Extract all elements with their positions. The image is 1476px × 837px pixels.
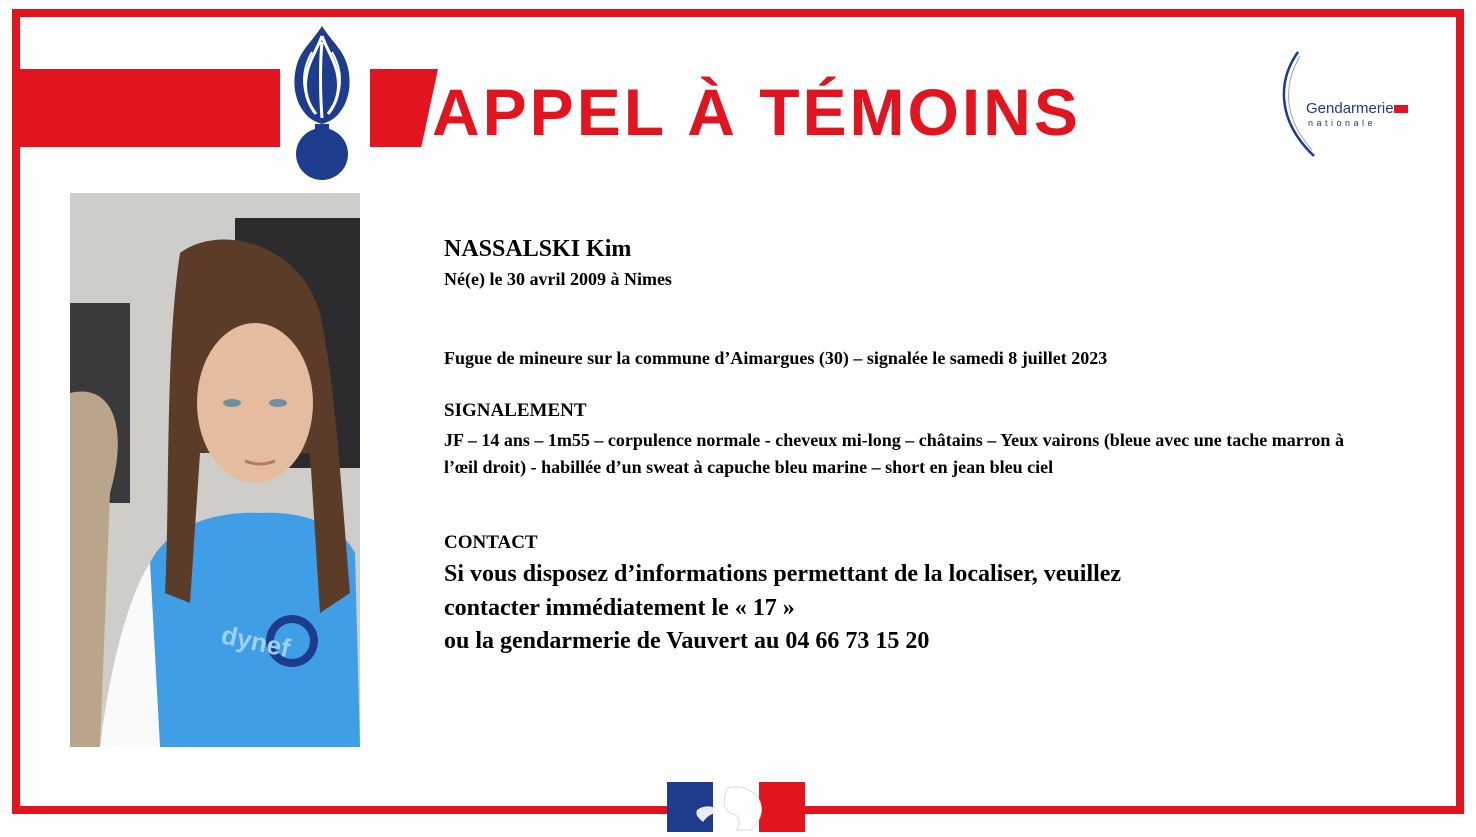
gendarmerie-logo (1276, 50, 1416, 160)
contact-text (444, 558, 1344, 659)
contact-heading: CONTACT (444, 532, 538, 553)
missing-person-photo (70, 193, 360, 747)
disappearance-info: Fugue de mineure sur la commune d’Aimargues (30) – signalée le samedi 8 juillet 2023 (444, 348, 1108, 368)
contact-line3: ou la gendarmerie de Vauvert au 04 66 73 15 20 (444, 628, 930, 654)
signalement-heading: SIGNALEMENT (444, 400, 587, 421)
page-title: APPEL À TÉMOINS (432, 75, 1081, 149)
jersey-text: dynef (218, 619, 293, 664)
contact-line2: contacter immédiatement le « 17 » (444, 594, 795, 621)
person-name: NASSALSKI Kim (444, 236, 632, 262)
logo-flag (1394, 105, 1408, 113)
logo-line1: Gendarmerie (1306, 100, 1394, 117)
marianne-logo (667, 782, 805, 832)
logo-line2: nationale (1308, 118, 1377, 128)
signalement-text: JF – 14 ans – 1m55 – corpulence normale - cheveux mi-long – châtains – Yeux vairons (bleue avec une tache marron à l’œil droit) - habillée d’un sweat à capuche bleu marine – short en jean bleu ciel (444, 430, 1344, 477)
person-birth: Né(e) le 30 avril 2009 à Nimes (444, 269, 672, 289)
red-banner (20, 69, 438, 147)
contact-line1: Si vous disposez d’informations permettant de la localiser, veuillez (444, 561, 1122, 587)
grenade-icon (282, 22, 362, 182)
